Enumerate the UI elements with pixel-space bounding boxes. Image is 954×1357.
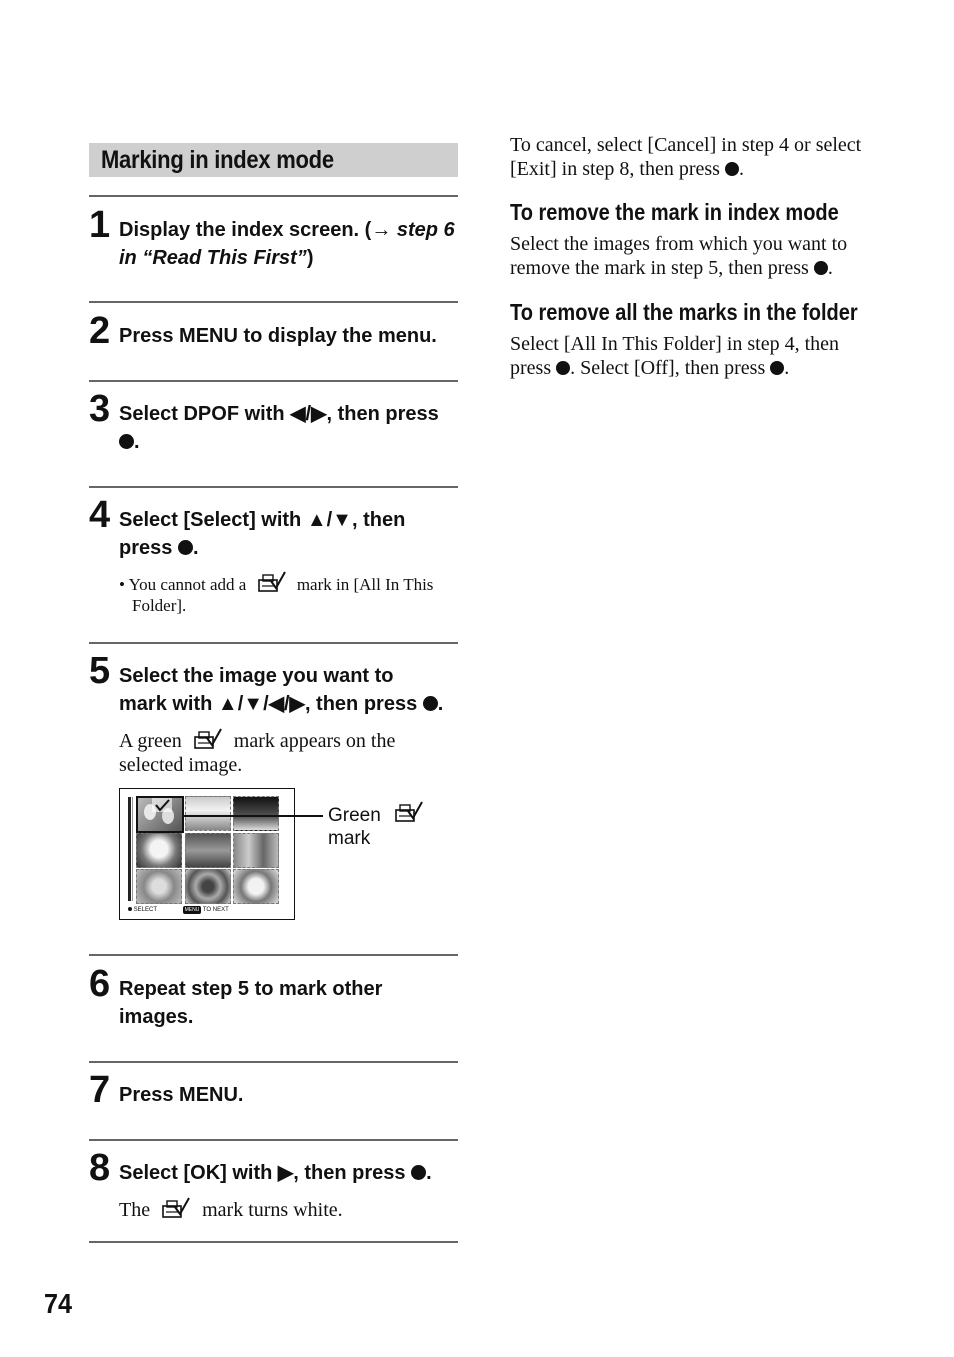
menu-button-icon: MENU	[184, 907, 200, 913]
page-number: 74	[44, 1288, 73, 1319]
center-button-icon	[556, 361, 570, 375]
thumbnail-selected	[136, 796, 184, 833]
check-mark-icon	[152, 798, 172, 812]
callout-label: Green mark	[328, 801, 430, 850]
center-button-icon	[178, 540, 193, 555]
heading-remove-all-marks: To remove all the marks in the folder	[510, 299, 858, 325]
print-mark-icon	[193, 728, 223, 752]
divider	[89, 380, 458, 382]
step-8-body: The mark turns white.	[119, 1199, 343, 1221]
thumbnail	[185, 869, 231, 904]
step-text: Press MENU.	[119, 1084, 244, 1106]
scrollbar	[128, 797, 131, 901]
step-text: Repeat step 5 to mark other images.	[119, 978, 383, 1028]
step-5-body: A green mark appears on the selected image.	[119, 730, 396, 776]
thumbnail	[136, 869, 182, 904]
thumbnail	[136, 833, 182, 868]
step-text: Select DPOF with ◀/▶, then press .	[119, 403, 439, 453]
step-number: 8	[89, 1147, 111, 1189]
center-button-icon	[814, 261, 828, 275]
step-number: 6	[89, 963, 111, 1005]
divider	[89, 642, 458, 644]
center-button-icon	[119, 434, 134, 449]
thumbnail	[233, 869, 279, 904]
thumbnail	[185, 796, 231, 831]
cancel-instructions: To cancel, select [Cancel] in step 4 or select [Exit] in step 8, then press .	[510, 134, 862, 180]
divider	[89, 1061, 458, 1063]
divider	[89, 954, 458, 956]
divider	[89, 195, 458, 197]
step-text: Press MENU to display the menu.	[119, 325, 437, 347]
thumbnail	[233, 833, 279, 868]
remove-all-marks-text: Select [All In This Folder] in step 4, then press . Select [Off], then press .	[510, 333, 840, 379]
step-number: 1	[89, 204, 111, 246]
step-number: 7	[89, 1069, 111, 1111]
center-button-icon	[770, 361, 784, 375]
print-mark-icon	[161, 1197, 191, 1221]
divider	[89, 486, 458, 488]
section-title: Marking in index mode	[89, 143, 458, 177]
print-mark-icon	[394, 801, 424, 825]
callout-line	[182, 815, 323, 817]
step-text: Select [Select] with ▲/▼, then press .	[119, 509, 406, 559]
screen-footer: SELECT MENU TO NEXT	[128, 906, 229, 914]
step-text: Display the index screen. (→ step 6 in “Read This First”)	[119, 219, 455, 269]
remove-mark-text: Select the images from which you want to remove the mark in step 5, then press .	[510, 233, 848, 279]
step-number: 4	[89, 494, 111, 536]
step-4-note: • You cannot add a mark in [All In This Folder].	[119, 571, 459, 616]
step-number: 2	[89, 310, 111, 352]
divider	[89, 1139, 458, 1141]
step-text: Select the image you want to mark with ▲/▼/◀/▶, then press .	[119, 665, 444, 715]
step-number: 3	[89, 388, 111, 430]
step-number: 5	[89, 650, 111, 692]
center-button-icon	[128, 907, 132, 911]
thumbnail	[233, 796, 279, 831]
print-mark-icon	[257, 571, 287, 595]
center-button-icon	[411, 1165, 426, 1180]
divider	[89, 301, 458, 303]
divider	[89, 1241, 458, 1243]
index-screen-illustration	[119, 788, 295, 920]
center-button-icon	[725, 162, 739, 176]
heading-remove-mark: To remove the mark in index mode	[510, 199, 839, 225]
thumbnail	[185, 833, 231, 868]
step-text: Select [OK] with ▶, then press .	[119, 1162, 432, 1184]
center-button-icon	[423, 696, 438, 711]
